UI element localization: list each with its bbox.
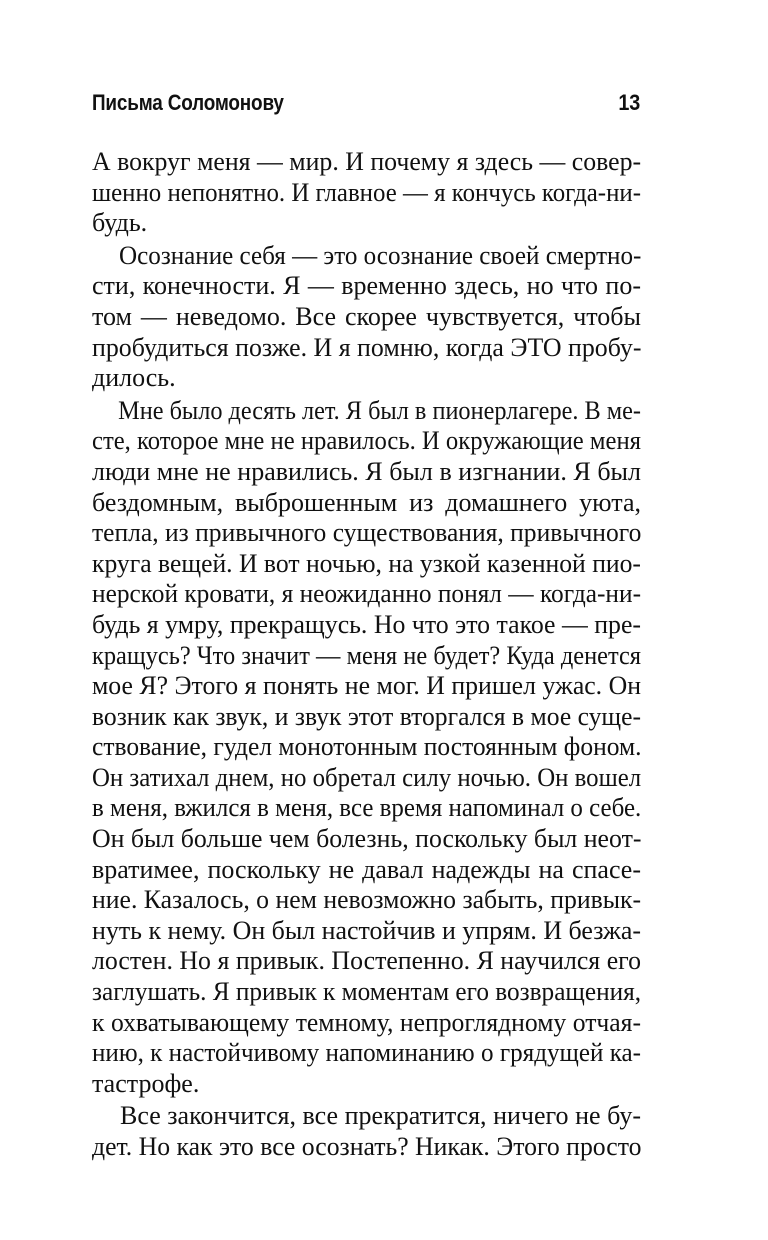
text-line: вратимее, поскольку не давал надежды на спасе-	[92, 854, 641, 884]
running-header	[92, 88, 640, 118]
paragraph	[92, 396, 641, 1100]
text-line: нию, к настойчивому напоминанию о грядущей ка-	[92, 1038, 642, 1068]
text-line: возник как звук, и звук этот вторгался в мое суще-	[92, 701, 642, 731]
text-line: Все закончится, все прекратится, ничего не бу-	[120, 1101, 641, 1131]
text-line: том — неведомо. Все скорее чувствуется, чтобы	[92, 301, 641, 331]
text-line: Мне было десять лет. Я был в пионерлагере. В ме-	[118, 395, 642, 425]
text-line: в меня, вжился в меня, все время напоминал о себе.	[92, 793, 642, 823]
text-line: сте, которое мне не нравилось. И окружающие меня	[92, 426, 642, 456]
text-line: круга вещей. И вот ночью, на узкой казенной пио-	[92, 548, 641, 578]
text-line: шенно непонятно. И главное — я кончусь когда-ни-	[92, 177, 641, 207]
page-number: 13	[618, 90, 640, 115]
text-line: дилось.	[92, 363, 176, 393]
text-line: тепла, из привычного существования, привычного	[92, 518, 642, 548]
text-line: ние. Казалось, о нем невозможно забыть, привык-	[92, 885, 642, 915]
text-line: нерской кровати, я неожиданно понял — когда-ни-	[92, 579, 642, 609]
running-head-title: Письма Соломонову	[92, 90, 284, 115]
paragraph	[92, 147, 641, 239]
text-line: Осознание себя — это осознание своей смертно-	[119, 240, 642, 270]
text-line: А вокруг меня — мир. И почему я здесь — совер-	[92, 147, 642, 176]
text-line: дет. Но как это все осознать? Никак. Этого просто	[92, 1132, 642, 1161]
text-line: мое Я? Этого я понять не мог. И пришел ужас. Он	[92, 671, 642, 701]
paragraph	[92, 241, 641, 394]
text-line: лостен. Но я привык. Постепенно. Я научился его	[92, 946, 642, 976]
text-line: к охватывающему темному, непроглядному отчая-	[92, 1007, 641, 1037]
text-line: будь я умру, прекращусь. Но что это такое — пре-	[92, 609, 642, 639]
body-text	[92, 147, 641, 1163]
text-line: бездомным, выброшенным из домашнего уюта,	[92, 487, 641, 517]
text-line: будь.	[92, 208, 148, 238]
text-line: люди мне не нравились. Я был в изгнании. Я был	[92, 456, 641, 486]
text-line: пробудиться позже. И я помню, когда ЭТО пробу-	[92, 332, 642, 362]
text-line: тастрофе.	[92, 1068, 200, 1098]
text-line: кращусь? Что значит — меня не будет? Куда денется	[92, 640, 642, 670]
text-line: Он был больше чем болезнь, поскольку был неот-	[92, 824, 642, 854]
paragraph	[92, 1101, 641, 1162]
text-line: заглушать. Я привык к моментам его возвращения,	[92, 977, 642, 1007]
text-line: сти, конечности. Я — временно здесь, но что по-	[92, 271, 641, 301]
text-line: ствование, гудел монотонным постоянным фоном.	[92, 732, 642, 762]
text-line: нуть к нему. Он был настойчив и упрям. И безжа-	[92, 915, 642, 945]
text-line: Он затихал днем, но обретал силу ночью. Он вошел	[92, 762, 642, 792]
